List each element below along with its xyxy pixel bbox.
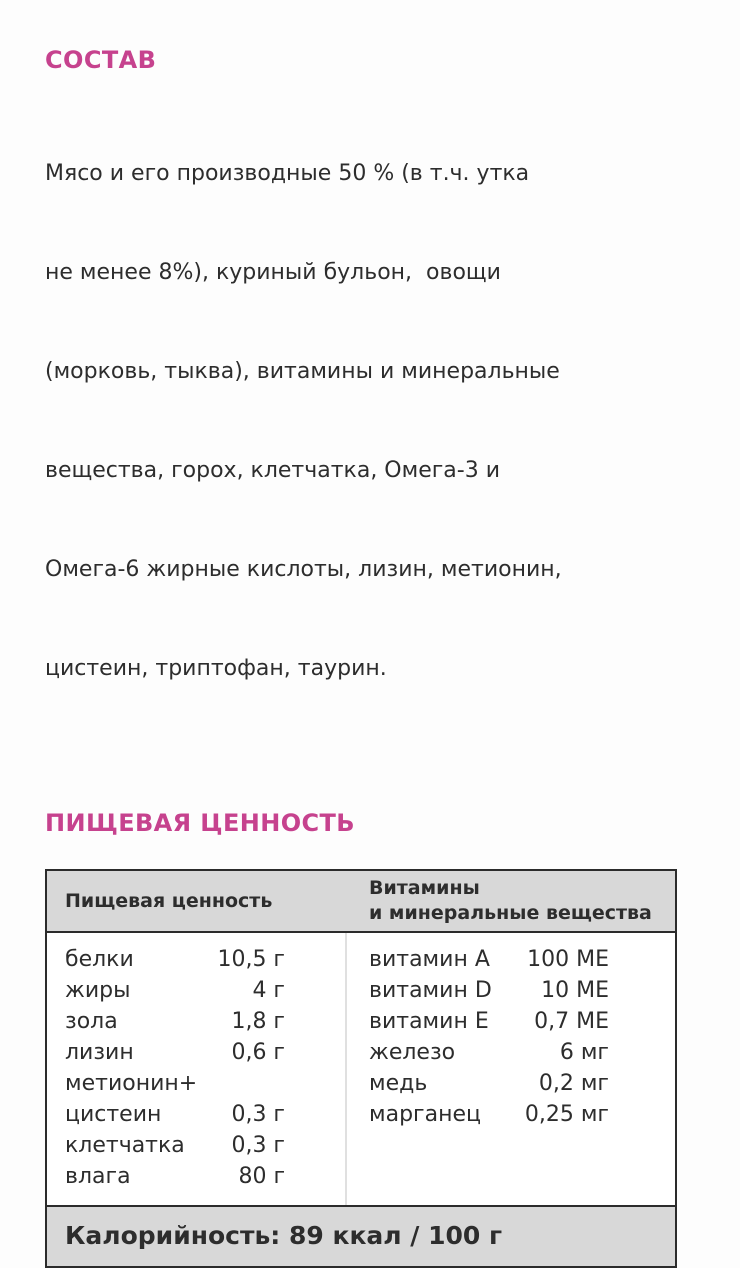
vitamin-label: медь (369, 1071, 428, 1096)
vitamin-row (369, 1006, 609, 1037)
nutrient-row (65, 975, 285, 1006)
nutrition-table (45, 869, 677, 1268)
vitamins-column (347, 933, 675, 1205)
composition-line: Мясо и его производные 50 % (в т.ч. утка (45, 161, 530, 186)
vitamin-value: 0,2 мг (538, 1071, 609, 1096)
vitamin-row (369, 944, 609, 975)
nutrition-heading: ПИЩЕВАЯ ЦЕННОСТЬ (45, 809, 355, 837)
nutrient-value: 10,5 г (217, 947, 285, 972)
vitamin-value: 0,25 мг (524, 1102, 609, 1127)
vitamin-value: 0,7 МЕ (534, 1009, 609, 1034)
nutrient-value: 0,3 г (231, 1133, 285, 1158)
nutrient-value: 0,3 г (231, 1102, 285, 1127)
vitamin-label: витамин A (369, 947, 490, 972)
nutrient-label: жиры (65, 978, 131, 1003)
nutrient-row (65, 1006, 285, 1037)
vitamins-column-header (347, 876, 675, 926)
nutrient-label: зола (65, 1009, 118, 1034)
nutrient-label: лизин (65, 1040, 134, 1065)
nutrient-row (65, 1037, 285, 1068)
vitamins-header-line: Витамины (369, 877, 480, 899)
nutrient-value: 1,8 г (231, 1009, 285, 1034)
vitamin-row (369, 1099, 609, 1130)
nutrition-table-body (47, 933, 675, 1205)
vitamin-row (369, 975, 609, 1006)
nutrients-column (47, 933, 347, 1205)
composition-line: вещества, горох, клетчатка, Омега-3 и (45, 458, 501, 483)
vitamin-label: железо (369, 1040, 456, 1065)
nutrition-table-header (47, 871, 675, 933)
composition-line: не менее 8%), куриный бульон, овощи (45, 260, 501, 285)
composition-text (45, 91, 696, 751)
nutrient-value: 80 г (238, 1164, 285, 1189)
composition-heading: СОСТАВ (45, 46, 157, 74)
nutrient-label: цистеин (65, 1102, 162, 1127)
composition-line: цистеин, триптофан, таурин. (45, 656, 387, 681)
vitamin-row (369, 1068, 609, 1099)
nutrient-row (65, 944, 285, 975)
nutrient-value: 4 г (252, 978, 285, 1003)
nutrient-label: клетчатка (65, 1133, 185, 1158)
nutrient-label: влага (65, 1164, 131, 1189)
calories-row: Калорийность: 89 ккал / 100 г (47, 1205, 675, 1266)
vitamins-header-line: и минеральные вещества (369, 902, 652, 924)
vitamin-value: 6 мг (559, 1040, 609, 1065)
nutrient-row (65, 1130, 285, 1161)
composition-line: (морковь, тыква), витамины и минеральные (45, 359, 560, 384)
vitamin-label: марганец (369, 1102, 481, 1127)
vitamin-value: 100 МЕ (527, 947, 609, 972)
nutrition-column-header: Пищевая ценность (65, 889, 273, 912)
nutrient-row (65, 1068, 285, 1099)
vitamin-label: витамин D (369, 978, 492, 1003)
vitamin-value: 10 МЕ (541, 978, 609, 1003)
vitamin-row (369, 1037, 609, 1068)
nutrient-row (65, 1161, 285, 1192)
nutrient-label: метионин+ (65, 1071, 198, 1096)
vitamin-label: витамин E (369, 1009, 489, 1034)
nutrient-value: 0,6 г (231, 1040, 285, 1065)
nutrient-label: белки (65, 947, 134, 972)
nutrient-row (65, 1099, 285, 1130)
composition-line: Омега-6 жирные кислоты, лизин, метионин, (45, 557, 562, 582)
